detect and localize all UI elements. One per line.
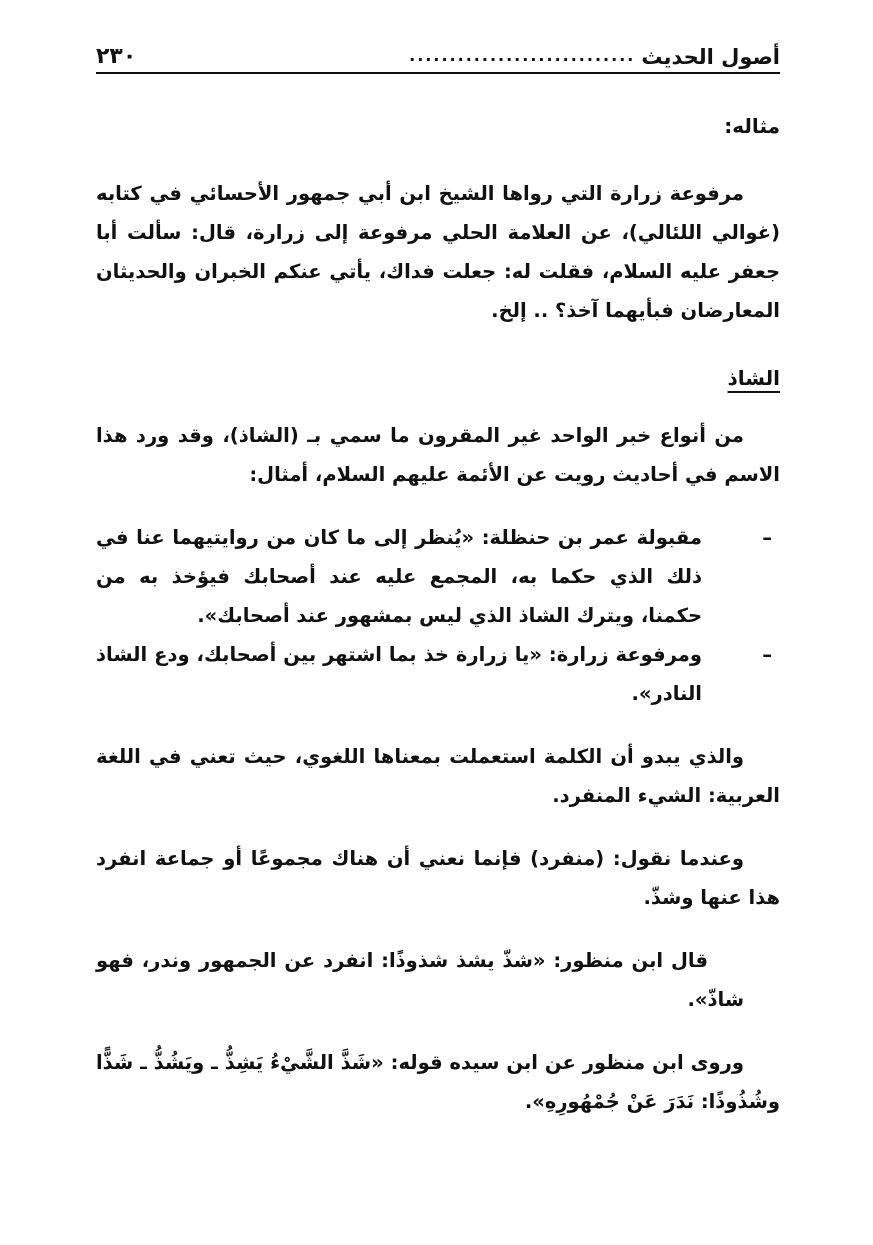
paragraph-intro: من أنواع خبر الواحد غير المقرون ما سمي بـ (الشاذ)، وقد ورد هذا الاسم في أحاديث رويت عن الأئمة عليهم السلام، أمثال: — [96, 424, 780, 486]
list-item — [96, 635, 780, 713]
running-title: أصول الحديث — [641, 45, 780, 69]
list-dash: – — [762, 643, 772, 666]
book-page — [96, 30, 780, 1121]
list-dash: – — [762, 526, 772, 549]
section-title: الشاذ — [727, 366, 780, 390]
paragraph-ibn-sidah: وروى ابن منظور عن ابن سيده قوله: «شَذَّ الشَّيْءُ يَشِذُّ ـ ويَشُذُّ ـ شَذًّا وشُذُوذًا: نَدَرَ عَنْ جُمْهُورِهِ». — [96, 1051, 780, 1113]
page-number: ٢٣٠ — [96, 44, 137, 69]
list-item-text: مقبولة عمر بن حنظلة: «يُنظر إلى ما كان من روايتيهما عنا في ذلك الذي حكما به، المجمع عليه عند أصحابك فيؤخذ به من حكمنا، ويترك الشاذ الذي ليس بمشهور عند أصحابك». — [96, 526, 702, 627]
paragraph-ibn-manzur-quote: قال ابن منظور: «شذّ يشذ شذوذًا: انفرد عن الجمهور وندر، فهو شاذّ». — [96, 949, 744, 1011]
page-header — [96, 30, 780, 74]
paragraph-example: مرفوعة زرارة التي رواها الشيخ ابن أبي جمهور الأحسائي في كتابه (غوالي اللئالي)، عن العلامة الحلي مرفوعة إلى زرارة، قال: سألت أبا جعفر عليه السلام، فقلت له: جعلت فداك، يأتي عنكم الخبران والحديثان المعارضان فبأيهما آخذ؟ .. إلخ. — [96, 182, 780, 322]
header-leader-dots: ............................ — [409, 46, 636, 65]
list-item — [96, 518, 780, 635]
paragraph-meaning: والذي يبدو أن الكلمة استعملت بمعناها اللغوي، حيث تعني في اللغة العربية: الشيء المنفرد. — [96, 745, 780, 807]
hadith-list — [96, 518, 780, 713]
list-item-text: ومرفوعة زرارة: «يا زرارة خذ بما اشتهر بين أصحابك، ودع الشاذ النادر». — [96, 643, 702, 705]
paragraph-when: وعندما نقول: (منفرد) فإنما نعني أن هناك مجموعًا أو جماعة انفرد هذا عنها وشذّ. — [96, 847, 780, 909]
example-label: مثاله: — [724, 114, 780, 138]
